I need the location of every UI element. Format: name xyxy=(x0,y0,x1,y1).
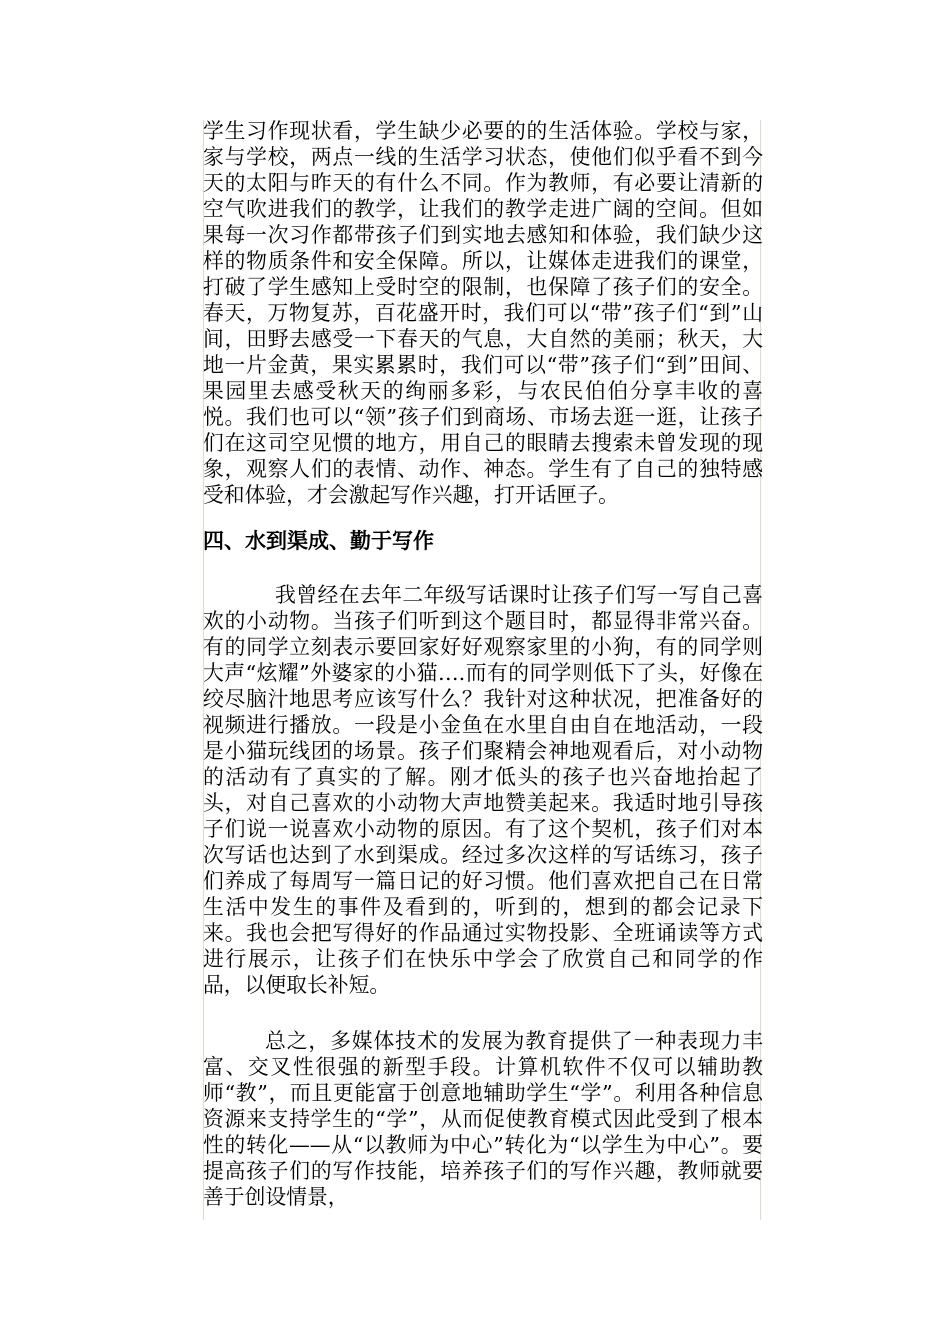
paragraph-writing-practice: 我曾经在去年二年级写话课时让孩子们写一写自己喜欢的小动物。当孩子们听到这个题目时，都显得非常兴奋。有的同学立刻表示要回家好好观察家里的小狗，有的同学则大声“炫耀”外婆家的小猫….而有的同学则低下了头，好像在绞尽脑汁地思考应该写什么？我针对这种状况，把准备好的视频进行播放。一段是小金鱼在水里自由自在地活动，一段是小猫玩线团的场景。孩子们聚精会神地观看后，对小动物的活动有了真实的了解。刚才低头的孩子也兴奋地抬起了头，对自己喜欢的小动物大声地赞美起来。我适时地引导孩子们说一说喜欢小动物的原因。有了这个契机，孩子们对本次写话也达到了水到渠成。经过多次这样的写话练习，孩子们养成了每周写一篇日记的好习惯。他们喜欢把自己在日常生活中发生的事件及看到的，听到的，想到的都会记录下来。我也会把写得好的作品通过实物投影、全班诵读等方式进行展示，让孩子们在快乐中学会了欣赏自己和同学的作品，以便取长补短。 xyxy=(203,583,763,997)
section-heading: 四、水到渠成、勤于写作 xyxy=(203,529,434,553)
paragraph-conclusion: 总之，多媒体技术的发展为教育提供了一种表现力丰富、交叉性很强的新型手段。计算机软件不仅可以辅助教师“教”，而且更能富于创意地辅助学生“学”。利用各种信息资源来支持学生的“学”，从而促使教育模式因此受到了根本性的转化——从“以教师为中心”转化为“以学生为中心”。要提高孩子们的写作技能，培养孩子们的写作兴趣，教师就要善于创设情景， xyxy=(203,1029,763,1209)
document-body xyxy=(203,118,763,1210)
paragraph-life-experience: 学生习作现状看，学生缺少必要的的生活体验。学校与家，家与学校，两点一线的生活学习状态，使他们似乎看不到今天的太阳与昨天的有什么不同。作为教师，有必要让清新的空气吹进我们的教学，让我们的教学走进广阔的空间。但如果每一次习作都带孩子们到实地去感知和体验，我们缺少这样的物质条件和安全保障。所以，让媒体走进我们的课堂，打破了学生感知上受时空的限制，也保障了孩子们的安全。春天，万物复苏，百花盛开时，我们可以“带”孩子们“到”山间，田野去感受一下春天的气息，大自然的美丽；秋天，大地一片金黄，果实累累时，我们可以“带”孩子们“到”田间、果园里去感受秋天的绚丽多彩，与农民伯伯分享丰收的喜悦。我们也可以“领”孩子们到商场、市场去逛一逛，让孩子们在这司空见惯的地方，用自己的眼睛去搜索未曾发现的现象，观察人们的表情、动作、神态。学生有了自己的独特感受和体验，才会激起写作兴趣，打开话匣子。 xyxy=(203,119,763,507)
